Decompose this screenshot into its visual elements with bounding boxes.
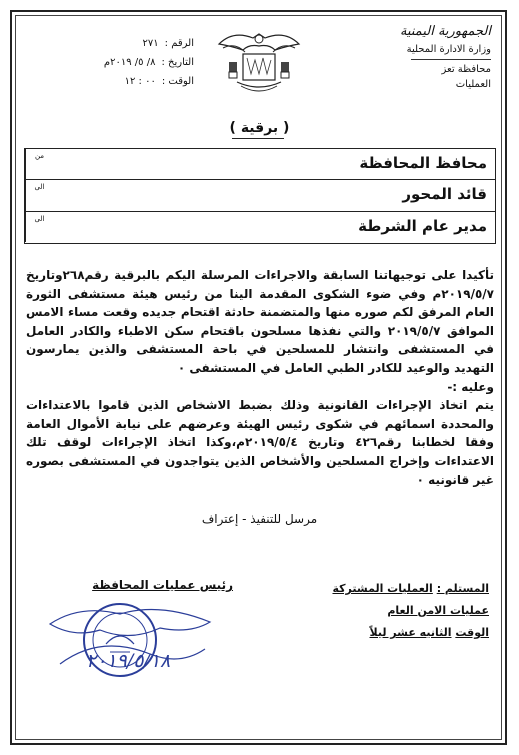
addressee-row-from: [25, 149, 495, 179]
addressee-value: قائد المحور: [402, 185, 487, 203]
closing-line: مرسل للتنفيذ - إعتراف: [201, 512, 318, 526]
addressee-row-to-2: [25, 211, 495, 242]
reference-number-row: [44, 34, 194, 53]
recipient-value: العمليات المشتركة: [332, 582, 433, 595]
document-title: ( برقية ): [229, 120, 290, 136]
time-value: ٠٠ : ١٢: [124, 76, 156, 87]
ministry-name: وزارة الادارة المحلية: [406, 43, 491, 55]
recipient-label: المستلم :: [436, 582, 489, 595]
reference-block: [44, 34, 194, 91]
letterhead-divider: [411, 59, 491, 60]
title-underline: [232, 138, 284, 139]
reference-date-row: [44, 53, 194, 72]
department-name: العمليات: [455, 78, 491, 90]
addressee-label: الى: [25, 212, 53, 242]
date-label: التاريخ :: [161, 57, 194, 68]
recipient-time-value: الثانيه عشر ليلاً: [369, 626, 452, 639]
body-paragraph: تأكيدا على توجيهاتنا السابقة والاجراءات المرسلة اليكم بالبرقية رقم٢٦٨وتاريخ ٢٠١٩/٥/٧م وفي ضوء الشكوى المقدمة الينا من رئيس هيئة مستشفى الثورة العام المرفق لكم صوره منها والمتضمنة حادثة اقتحام جديده وقعت مساء الامس الموافق ٢٠١٩/٥/٧ والتي نفذها مسلحون باقتحام سكن الاطباء والكادر العامل في المستشفى وانتشار للمسلحين في باحة المستشفى والذين يمارسون التهديد والوعيد للكادر الطبي العامل في المستشفى ٠: [26, 268, 495, 375]
addressee-value: محافظ المحافظة: [359, 154, 487, 172]
yemen-emblem-icon: [213, 24, 305, 98]
addressee-value: مدير عام الشرطة: [358, 217, 487, 235]
letterhead-right: [351, 22, 491, 92]
recipient-second-line: عمليات الامن العام: [387, 604, 489, 617]
addressee-label: من: [25, 149, 53, 179]
number-label: الرقم :: [164, 38, 194, 49]
handwritten-date: ٢٠١٩/٥/١٨: [86, 650, 171, 672]
addressee-table: [24, 148, 496, 244]
time-label: الوقت :: [161, 76, 194, 87]
body-heading: وعليه :-: [447, 379, 494, 394]
telegram-body: [26, 266, 494, 489]
number-value: ٢٧١: [142, 38, 159, 49]
recipient-time-label: الوقت: [455, 626, 489, 639]
recipient-time-row: [289, 622, 489, 644]
recipient-block: [289, 578, 489, 644]
governorate-name: محافظة تعز: [441, 63, 491, 75]
reference-time-row: [44, 72, 194, 91]
republic-name: الجمهورية اليمنية: [399, 24, 491, 39]
signatory-title: رئيس عمليات المحافظة: [92, 578, 233, 592]
body-paragraph: يتم اتخاذ الإجراءات القانونية وذلك بضبط الاشخاص الذين قاموا بالاعتداءات والمحددة اسمائهم في شكوى رئيس الهيئة وعرضهم على نيابة الأموال العامة وفقا لخطابنا رقم٤٢٦ وتاريخ ٢٠١٩/٥/٤م،وكذا اتخاذ الإجراءات لوقف تلك الاعتداءات وإخراج المسلحين والأشخاص الذين يتواجدون في المستشفى بصوره غير قانونيه ٠: [26, 398, 495, 487]
addressee-label: الى: [25, 180, 53, 211]
date-value: ٨/ ٥/ ٢٠١٩م: [103, 57, 156, 68]
addressee-row-to-1: [25, 179, 495, 211]
recipient-row: [289, 578, 489, 600]
